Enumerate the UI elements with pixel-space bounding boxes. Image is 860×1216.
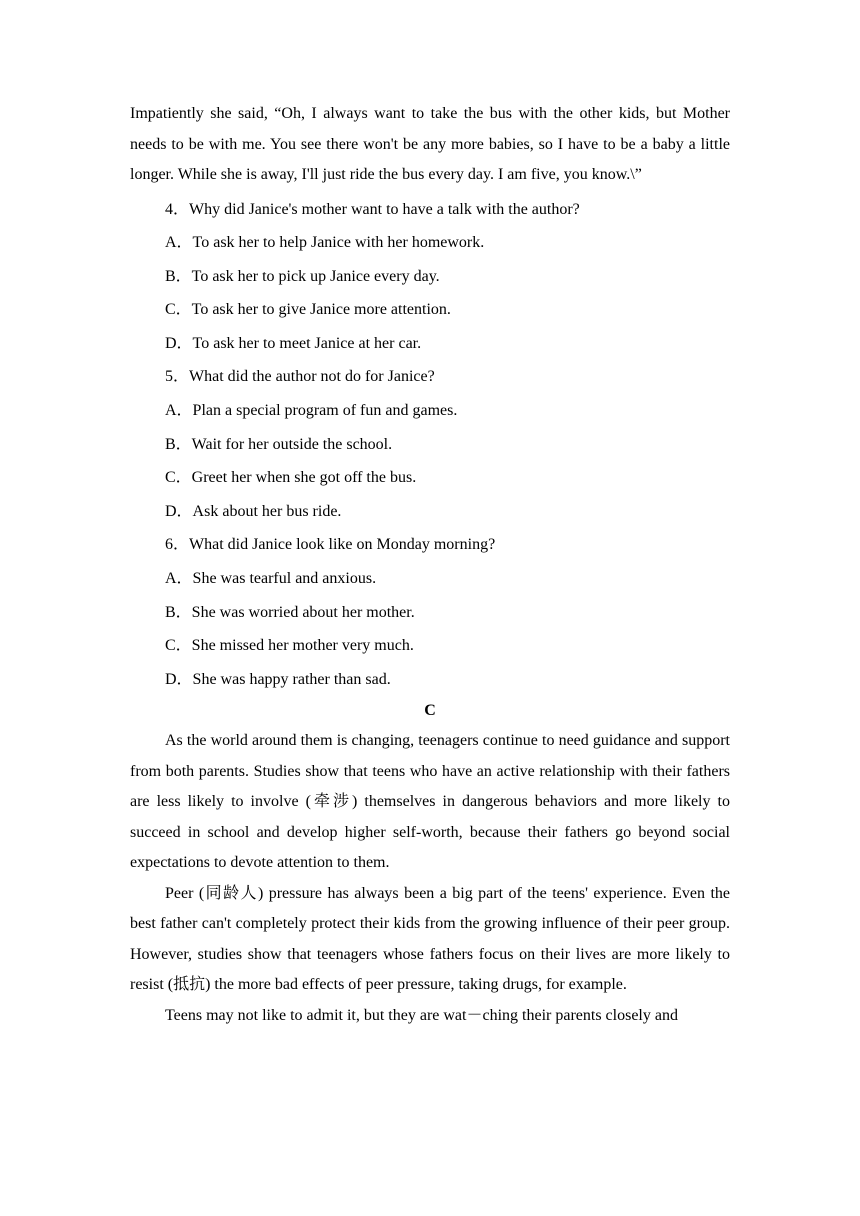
question-text: What did the author not do for Janice? <box>189 368 435 386</box>
question-4 <box>130 193 730 361</box>
question-text: Why did Janice's mother want to have a talk with the author? <box>189 200 580 218</box>
passage-paragraph: Peer (同龄人) pressure has always been a big part of the teens' experience. Even the best father can't completely protect their kids from the growing influence of their peer group. However, studies show that teenagers whose fathers focus on their lives are more likely to resist (抵抗) the more bad effects of peer pressure, taking drugs, for example. <box>130 884 730 994</box>
answer-option: D．Ask about her bus ride. <box>165 502 342 520</box>
question-text: What did Janice look like on Monday morning? <box>189 536 496 554</box>
question-6 <box>130 528 730 696</box>
question-stem <box>130 360 730 394</box>
question-number: 4． <box>165 200 190 218</box>
question-stem <box>130 528 730 562</box>
answer-option: C．To ask her to give Janice more attention. <box>165 301 451 319</box>
passage-paragraph: Teens may not like to admit it, but they are wat－ching their parents closely and <box>165 1006 678 1024</box>
answer-option: A．Plan a special program of fun and games. <box>165 402 458 420</box>
intro-paragraph: Impatiently she said, “Oh, I always want to take the bus with the other kids, but Mother needs to be with me. You see there won't be any more babies, so I have to be a baby a little longer. While she is away, I'll just ride the bus every day. I am five, you know.\” <box>130 105 730 183</box>
document-page <box>130 99 730 1031</box>
answer-option: D．To ask her to meet Janice at her car. <box>165 334 422 352</box>
question-number: 5． <box>165 368 190 386</box>
passage-paragraph: As the world around them is changing, teenagers continue to need guidance and support from both parents. Studies show that teens who have an active relationship with their fathers are less likely to involve (牵涉) themselves in dangerous behaviors and more likely to succeed in school and develop higher self-worth, because their fathers go beyond social expectations to devote attention to them. <box>130 732 730 872</box>
answer-option: C．Greet her when she got off the bus. <box>165 469 417 487</box>
answer-option: B．Wait for her outside the school. <box>165 435 393 453</box>
question-5 <box>130 360 730 528</box>
question-stem <box>130 193 730 227</box>
answer-option: B．To ask her to pick up Janice every day. <box>165 267 440 285</box>
question-number: 6． <box>165 536 190 554</box>
answer-option: B．She was worried about her mother. <box>165 603 415 621</box>
answer-option: A．She was tearful and anxious. <box>165 570 377 588</box>
answer-option: C．She missed her mother very much. <box>165 637 414 655</box>
answer-option: A．To ask her to help Janice with her homework. <box>165 234 485 252</box>
answer-option: D．She was happy rather than sad. <box>165 670 391 688</box>
section-heading: C <box>424 702 436 720</box>
